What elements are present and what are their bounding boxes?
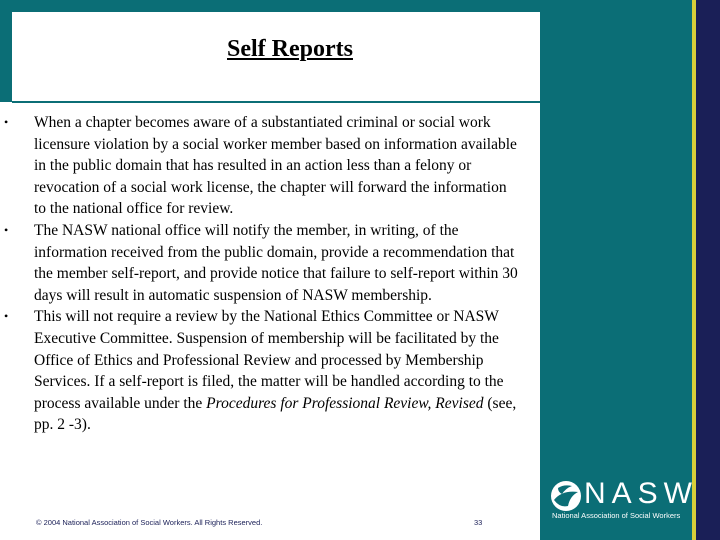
nasw-logo	[550, 477, 698, 522]
bullet-icon: •	[4, 222, 9, 237]
bullet-text: When a chapter becomes aware of a substantiated criminal or social work licensure violation by a social worker member based on information available in the public domain that has resulted in an action less than a felony or revocation of a social work license, the chapter will forward the information to the national office for review.	[34, 114, 517, 218]
citation-title: Procedures for Professional Review, Revised	[206, 394, 484, 412]
bullet-item	[0, 112, 540, 220]
bullet-list	[0, 112, 540, 436]
title-divider	[12, 101, 540, 103]
bullet-icon: •	[4, 309, 9, 324]
nasw-globe-icon	[550, 480, 582, 512]
bullet-text	[34, 308, 516, 433]
navy-side-bar	[696, 0, 720, 540]
logo-tagline: National Association of Social Workers	[552, 511, 681, 520]
bullet-text: The NASW national office will notify the member, in writing, of the information received from the public domain, provide a recommendation that the member self-report, and provide notice that failure to self-report within 30 days will result in automatic suspension of NASW membership.	[34, 221, 518, 304]
bullet-item	[0, 220, 540, 306]
bullet-text-end: (see, pp. 2 -3).	[34, 394, 517, 434]
left-accent-strip	[0, 0, 12, 102]
bullet-text-main: This will not require a review by the National Ethics Committee or NASW Executive Committee. Suspension of membership will be facilitated by the Office of Ethics and Professional Review and processed by Membership Services. If a self-report is filed, the matter will be handled according to the process available under the	[34, 308, 504, 412]
logo-wordmark: NASW	[584, 477, 698, 510]
slide-title: Self Reports	[227, 36, 353, 62]
page-number: 33	[474, 518, 483, 527]
footer-copyright: © 2004 National Association of Social Workers. All Rights Reserved.	[36, 518, 263, 527]
bullet-icon: •	[4, 115, 9, 129]
top-accent-strip	[0, 0, 540, 12]
bullet-item	[0, 306, 540, 436]
